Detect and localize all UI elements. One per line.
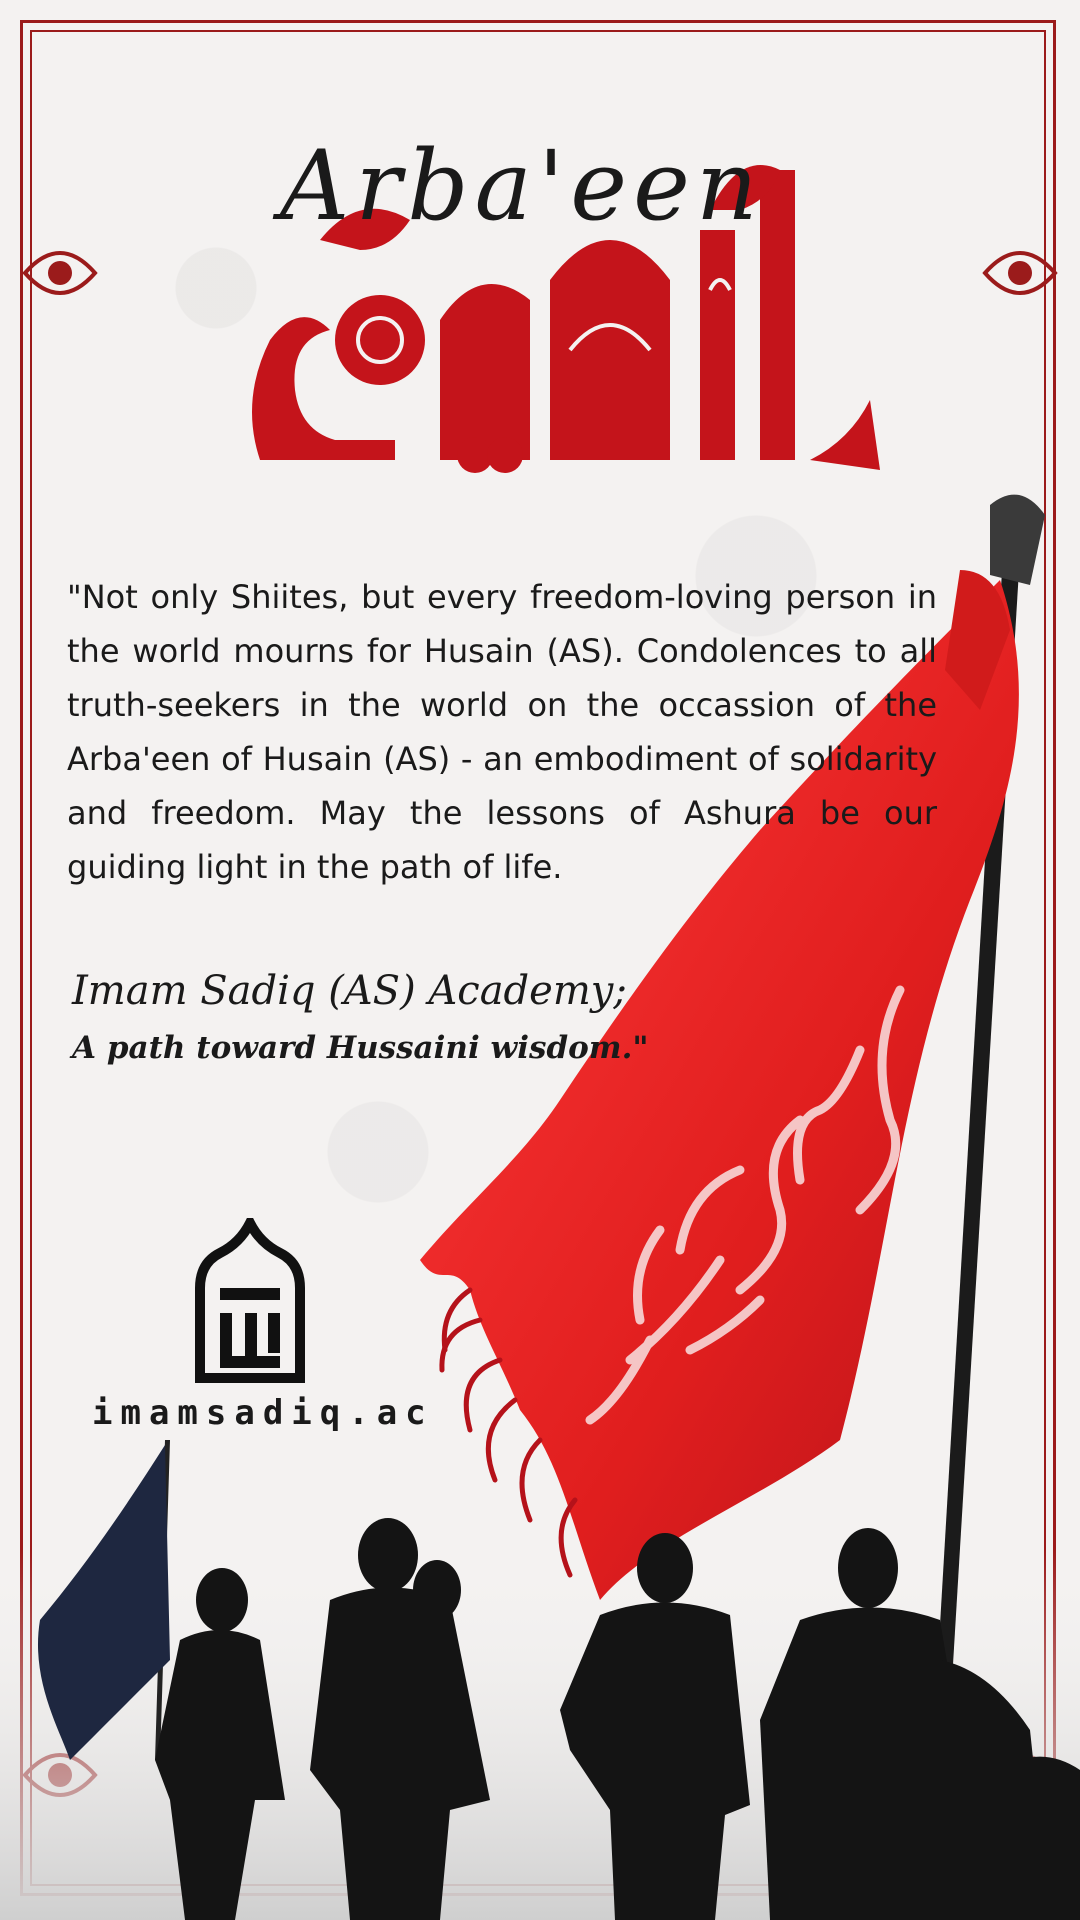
signature-tagline: A path toward Hussaini wisdom."	[72, 1030, 649, 1066]
website-link[interactable]: imamsadiq.ac	[92, 1393, 434, 1433]
quote-text: "Not only Shiites, but every freedom-loving person in the world mourns for Husain (AS). Condolences to all truth-seekers in the world on the occassion of the Arba'een of Husain (AS) - an embodiment of solidarity and freedom. May the lessons of Ashura be our guiding light in the path of life.	[67, 578, 937, 886]
title-script: Arba'een	[280, 130, 764, 242]
academy-logo-icon	[185, 1218, 315, 1383]
signature-academy: Imam Sadiq (AS) Academy;	[72, 968, 627, 1014]
